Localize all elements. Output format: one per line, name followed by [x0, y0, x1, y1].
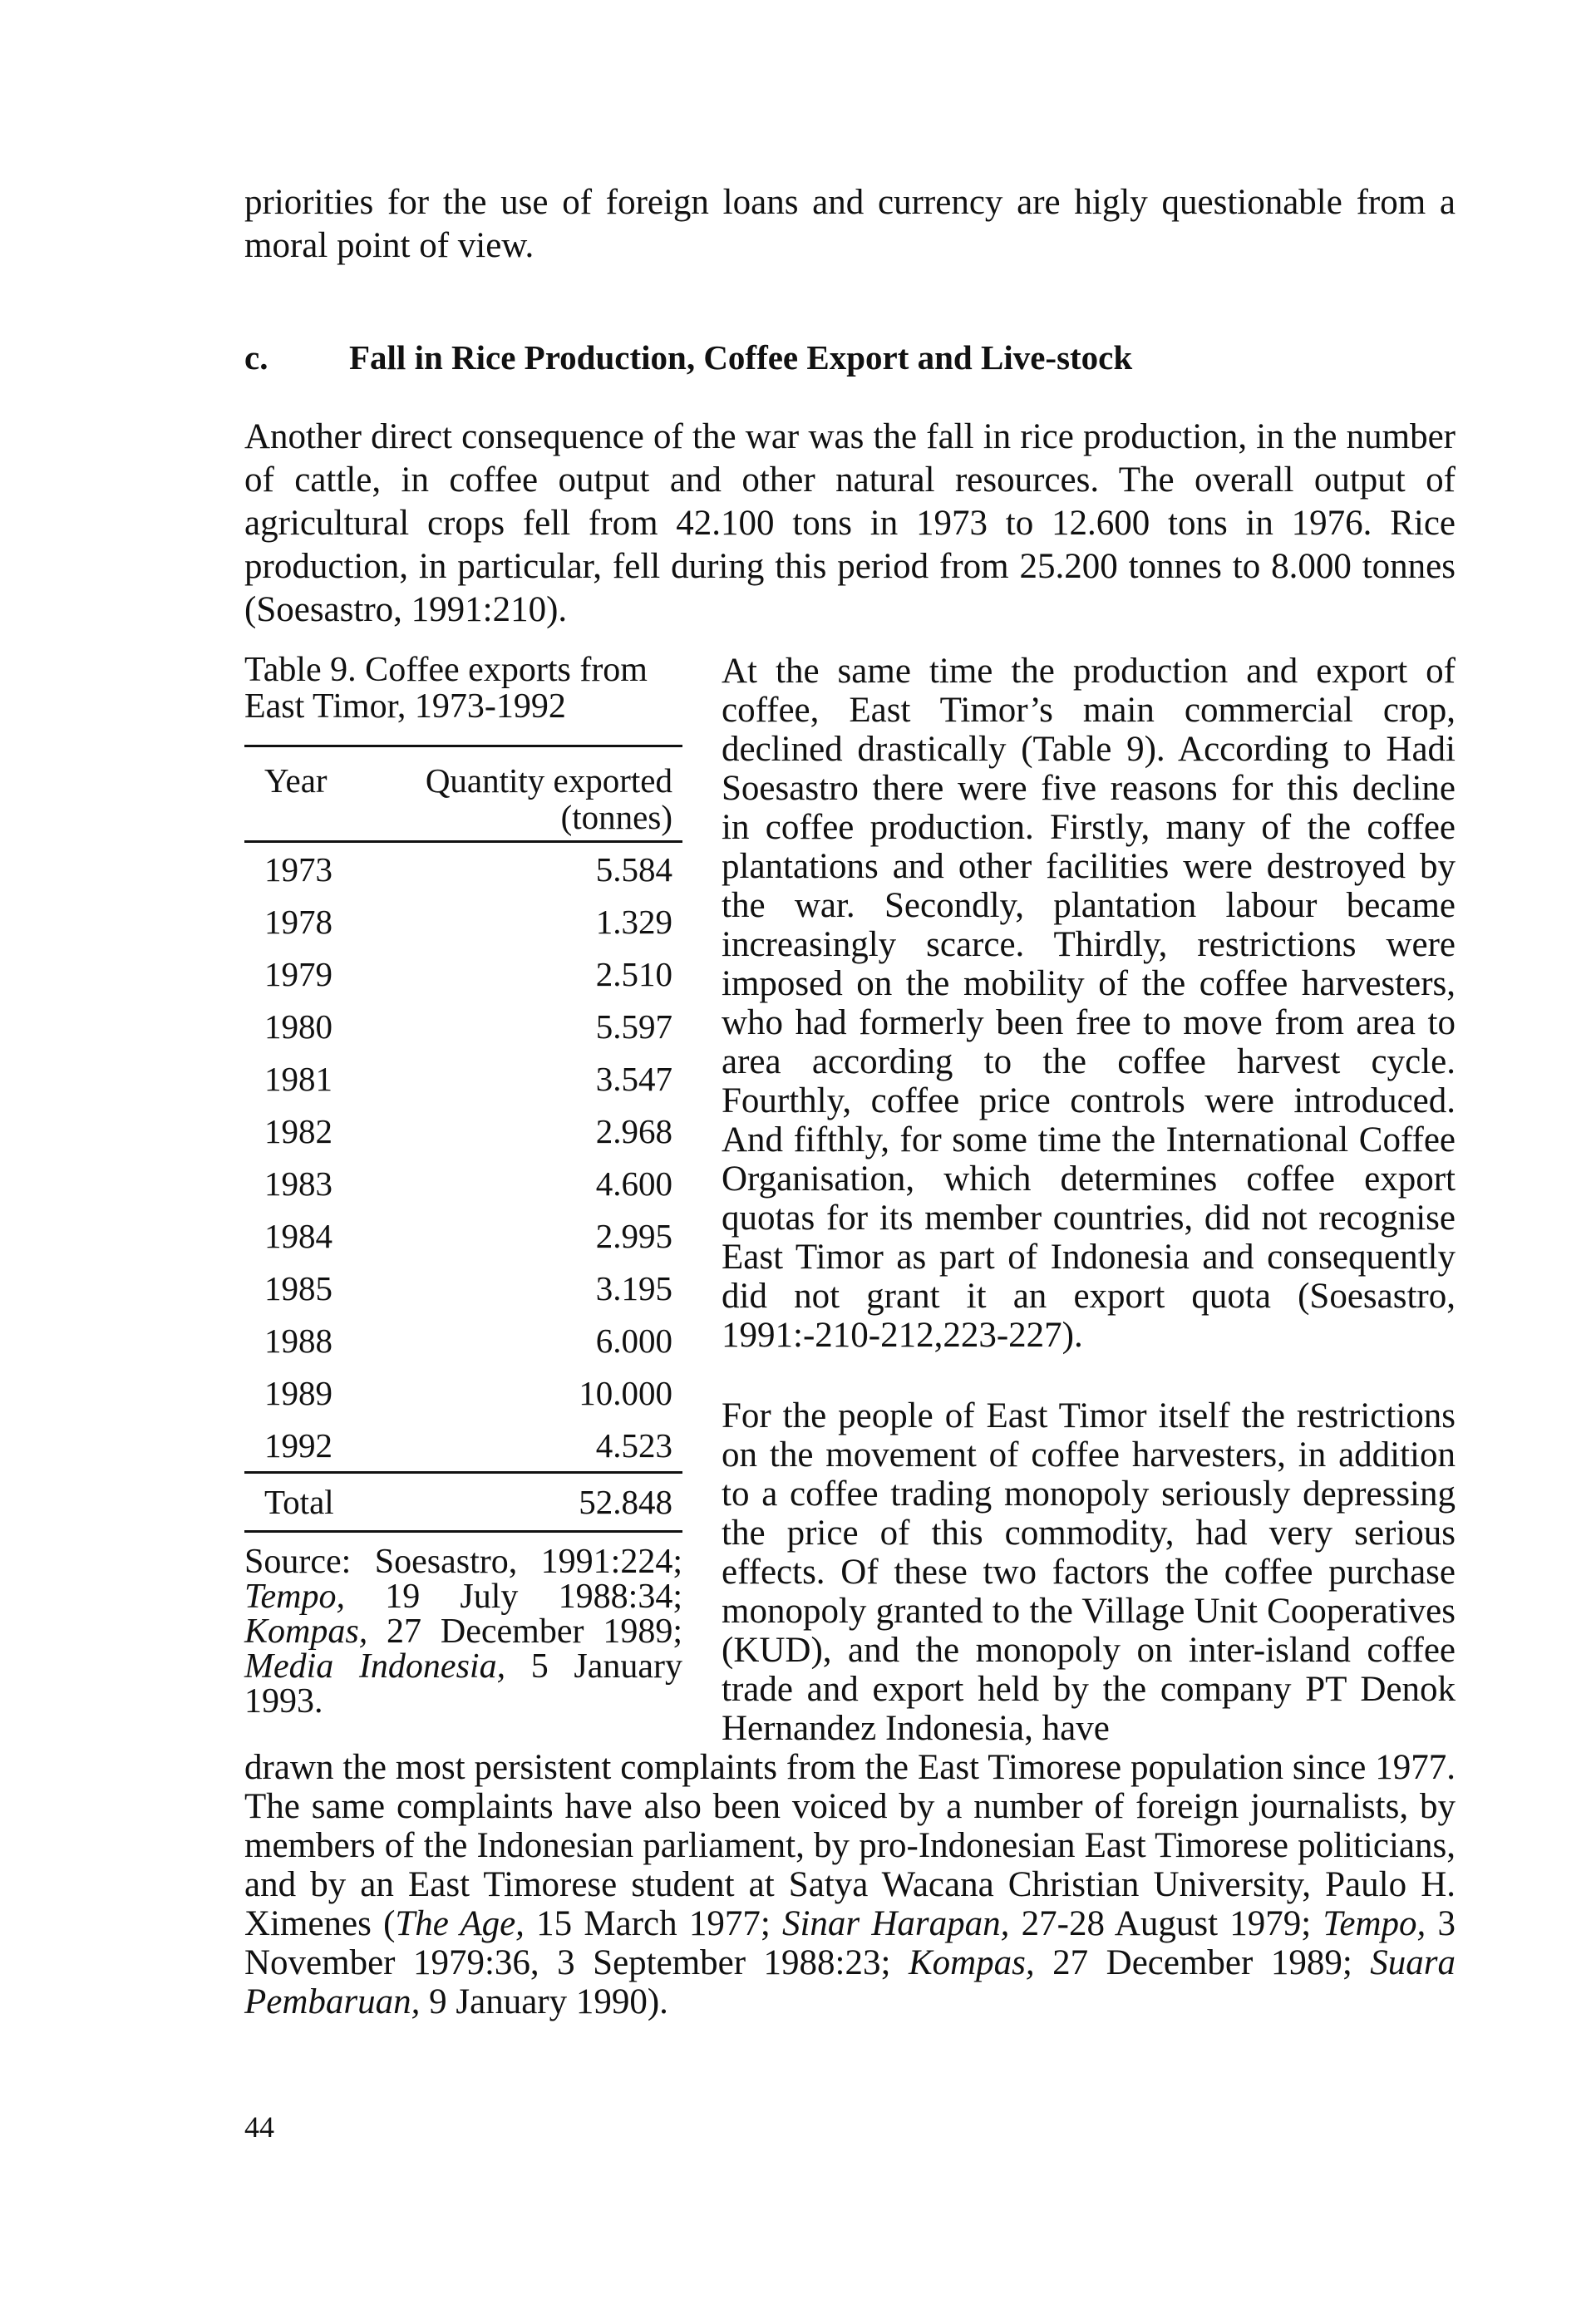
section-heading — [244, 336, 1456, 379]
paragraph-complaints — [244, 1748, 1456, 2021]
source-text: 27 December 1989; — [367, 1612, 682, 1651]
section-title: Fall in Rice Production, Coffee Export and Live-stock — [349, 338, 1133, 377]
row-quantity: 5.584 — [595, 849, 672, 889]
source-publication: Tempo, — [244, 1578, 345, 1616]
source-publication: Media Indonesia, — [244, 1647, 506, 1686]
row-quantity: 1.329 — [595, 902, 672, 941]
source-text: Source: Soesastro, 1991:224; — [244, 1543, 682, 1581]
table-row — [244, 1314, 682, 1366]
source-publication: Kompas, — [244, 1612, 368, 1651]
row-year: 1988 — [264, 1321, 332, 1360]
complaints-text: 27 December 1989; — [1034, 1943, 1371, 1982]
paragraph-coffee-decline: At the same time the production and export of coffee, East Timor’s main commercial crop, declined drastically (Table 9). According to Hadi Soesastro there were five reasons for this decline in coffee production. Firstly, many of the coffee plantations and other facilities were destroyed by the war. Secondly, plantation labour became increasingly scarce. Thirdly, restrictions were imposed on the mobility of the coffee harvesters, who had formerly been free to move from area to area according to the coffee harvest cycle. Fourthly, coffee price controls were introduced. And fifthly, for some time the International Coffee Organisation, which determines coffee export quotas for its member countries, did not recognise East Timor as part of Indonesia and consequently did not grant it an export quota (Soesastro, 1991:-210-212,223-227). — [722, 652, 1456, 1355]
row-quantity: 2.510 — [595, 954, 672, 993]
table-row — [244, 1157, 682, 1209]
section-letter: c. — [244, 338, 268, 377]
table-header-row — [244, 746, 682, 842]
source-text: 5 January 1993. — [244, 1647, 682, 1721]
row-quantity: 6.000 — [595, 1321, 672, 1360]
row-year: 1982 — [264, 1111, 332, 1150]
citation-publication: Tempo, — [1323, 1904, 1426, 1943]
row-quantity: 4.523 — [595, 1425, 672, 1465]
table-row — [244, 1366, 682, 1419]
paragraph-restrictions: For the people of East Timor itself the restrictions on the movement of coffee harvesters, in addition to a coffee trading monopoly seriously depressing the price of this commodity, had very serious effects. Of these two factors the coffee purchase monopoly granted to the Village Unit Cooperatives (KUD), and the monopoly on inter-island coffee trade and export held by the company PT Denok Hernandez Indonesia, have — [722, 1396, 1456, 1748]
complaints-text: 27-28 August 1979; — [1009, 1904, 1323, 1943]
complaints-text: drawn the most persistent complaints from the East Timorese population since 1977. The same complaints have also been voiced by a number of foreign journalists, by members of the Indonesian parliament, by pro-Indonesian East Timorese politicians, and by an East Timorese student at Satya Wacana Christian University, Paulo H. Ximenes ( — [244, 1748, 1456, 1943]
row-quantity: 4.600 — [595, 1164, 672, 1203]
total-value: 52.848 — [579, 1483, 672, 1521]
table-row — [244, 1419, 682, 1473]
table-source-note — [244, 1544, 682, 1719]
table-caption: Table 9. Coffee exports from East Timor, 1973-1992 — [244, 651, 648, 726]
citation-publication: Suara Pembaruan, — [244, 1943, 1456, 2021]
table-total-row — [244, 1473, 682, 1532]
coffee-exports-table — [244, 745, 682, 1533]
row-quantity: 5.597 — [595, 1007, 672, 1046]
row-year: 1992 — [264, 1425, 332, 1465]
citation-publication: Kompas, — [908, 1943, 1035, 1982]
table-row — [244, 1209, 682, 1262]
table-row — [244, 1000, 682, 1052]
row-quantity: 3.547 — [595, 1059, 672, 1098]
complaints-text: 9 January 1990). — [420, 1982, 668, 2021]
row-quantity: 2.968 — [595, 1111, 672, 1150]
row-quantity: 10.000 — [579, 1373, 672, 1412]
citation-publication: Sinar Harapan, — [781, 1904, 1010, 1943]
row-year: 1973 — [264, 849, 332, 889]
row-quantity: 3.195 — [595, 1268, 672, 1307]
row-year: 1983 — [264, 1164, 332, 1203]
row-year: 1979 — [264, 954, 332, 993]
source-text: 19 July 1988:34; — [344, 1578, 682, 1616]
row-year: 1985 — [264, 1268, 332, 1307]
header-quantity-unit: (tonnes) — [560, 798, 672, 836]
paragraph-rice-production: Another direct consequence of the war was the fall in rice production, in the number of cattle, in coffee output and other natural resources. The overall output of agricultural crops fell from 42.100 tons in 1973 to 12.600 tons in 1976. Rice production, in particular, fell during this period from 25.200 tonnes to 8.000 tonnes (Soesastro, 1991:210). — [244, 417, 1456, 629]
row-year: 1978 — [264, 902, 332, 941]
coffee-exports-table-block — [244, 652, 693, 1719]
table-row — [244, 948, 682, 1000]
total-label: Total — [264, 1483, 334, 1521]
table-row — [244, 1262, 682, 1314]
intro-paragraph: priorities for the use of foreign loans and currency are higly questionable from a moral point of view. — [244, 183, 1456, 265]
row-quantity: 2.995 — [595, 1216, 672, 1255]
complaints-text: 3 November 1979:36, 3 September 1988:23; — [244, 1904, 1456, 1982]
complaints-text: 15 March 1977; — [524, 1904, 782, 1943]
header-quantity — [360, 746, 682, 842]
row-year: 1989 — [264, 1373, 332, 1412]
table-row — [244, 1105, 682, 1157]
row-year: 1984 — [264, 1216, 332, 1255]
page-number: 44 — [244, 2110, 274, 2144]
row-year: 1981 — [264, 1059, 332, 1098]
table-row — [244, 895, 682, 948]
header-year: Year — [264, 761, 328, 800]
row-year: 1980 — [264, 1007, 332, 1046]
table-row — [244, 842, 682, 896]
citation-publication: The Age, — [395, 1904, 525, 1943]
table-row — [244, 1052, 682, 1105]
header-quantity-label: Quantity exported — [425, 761, 672, 800]
